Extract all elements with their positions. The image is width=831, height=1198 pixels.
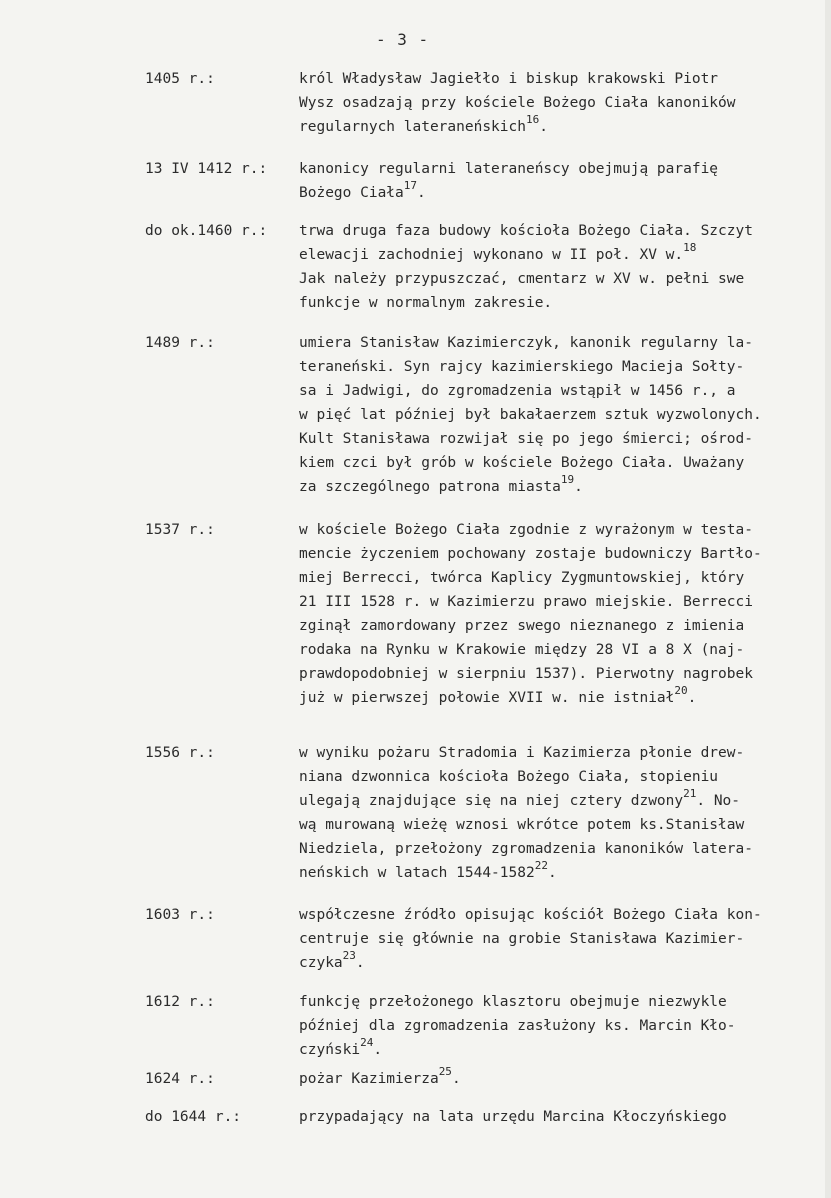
text-line <box>299 686 824 710</box>
text-line <box>299 1014 824 1038</box>
line-text: Wysz osadzają przy kościele Bożego Ciała kanoników <box>299 95 736 111</box>
text-line <box>299 903 824 927</box>
text-line <box>299 475 824 499</box>
entry-text <box>299 990 824 1062</box>
entry-date: 1612 r.: <box>145 994 215 1010</box>
line-text: król Władysław Jagiełło i biskup krakowski Piotr <box>299 71 719 87</box>
footnote-ref: 21 <box>683 787 697 800</box>
footnote-ref: 22 <box>534 859 548 872</box>
line-punctuation: . <box>539 119 548 135</box>
text-line <box>299 638 824 662</box>
text-line <box>299 181 824 205</box>
entry-date: 1405 r.: <box>145 71 215 87</box>
line-text: później dla zgromadzenia zasłużony ks. Marcin Kło- <box>299 1018 736 1034</box>
line-text: Bożego Ciała <box>299 185 404 201</box>
text-line <box>299 1067 824 1091</box>
entry-date: 1489 r.: <box>145 335 215 351</box>
page-number: - 3 - <box>376 30 430 49</box>
footnote-ref: 19 <box>560 473 575 486</box>
text-line <box>299 542 824 566</box>
text-line <box>299 267 824 291</box>
line-punctuation: . <box>574 479 583 495</box>
entry-text <box>299 518 824 710</box>
text-line <box>299 765 824 789</box>
text-line <box>299 331 824 355</box>
line-text: centruje się głównie na grobie Stanisława Kazimier- <box>299 931 745 947</box>
line-text: w kościele Bożego Ciała zgodnie z wyrażonym w testa- <box>299 522 753 538</box>
line-text: już w pierwszej połowie XVII w. nie istniał <box>299 690 675 706</box>
text-line <box>299 355 824 379</box>
line-text: Niedziela, przełożony zgromadzenia kanoników latera- <box>299 841 753 857</box>
line-text: miej Berrecci, twórca Kaplicy Zygmuntowskiej, który <box>299 570 745 586</box>
line-punctuation: . <box>373 1042 383 1058</box>
entry-text <box>299 1067 824 1091</box>
text-line <box>299 741 824 765</box>
line-text: Jak należy przypuszczać, cmentarz w XV w. pełni swe <box>299 271 745 287</box>
line-text: czyka <box>299 955 343 971</box>
line-text: niana dzwonnica kościoła Bożego Ciała, stopieniu <box>299 769 719 785</box>
line-text: przypadający na lata urzędu Marcina Kłoczyńskiego <box>299 1109 727 1125</box>
entry-text <box>299 903 824 975</box>
footnote-ref: 17 <box>403 179 418 192</box>
text-line <box>299 837 824 861</box>
line-punctuation: . No- <box>696 793 741 809</box>
entry-date: 13 IV 1412 r.: <box>145 161 268 177</box>
text-line <box>299 379 824 403</box>
line-text: sa i Jadwigi, do zgromadzenia wstąpił w 1456 r., a <box>299 383 736 399</box>
line-text: umiera Stanisław Kazimierczyk, kanonik regularny la- <box>299 335 753 351</box>
entry-date: 1603 r.: <box>145 907 215 923</box>
text-line <box>299 662 824 686</box>
line-punctuation: . <box>687 690 697 706</box>
line-punctuation: . <box>451 1071 461 1087</box>
text-line <box>299 590 824 614</box>
line-text: zginął zamordowany przez swego nieznanego z imienia <box>299 618 745 634</box>
entry-text <box>299 1105 824 1129</box>
entry-text <box>299 331 824 499</box>
text-line <box>299 951 824 975</box>
text-line <box>299 789 824 813</box>
text-line <box>299 219 824 243</box>
footnote-ref: 23 <box>342 949 356 962</box>
line-text: rodaka na Rynku w Krakowie między 28 VI a 8 X (naj- <box>299 642 745 658</box>
line-text: teraneński. Syn rajcy kazimierskiego Macieja Sołty- <box>299 359 745 375</box>
line-punctuation: . <box>355 955 365 971</box>
text-line <box>299 427 824 451</box>
text-line <box>299 566 824 590</box>
text-line <box>299 1105 824 1129</box>
text-line <box>299 927 824 951</box>
line-text: elewacji zachodniej wykonano w II poł. XV w. <box>299 247 684 263</box>
line-text: prawdopodobniej w sierpniu 1537). Pierwotny nagrobek <box>299 666 753 682</box>
line-text: w wyniku pożaru Stradomia i Kazimierza płonie drew- <box>299 745 745 761</box>
text-line <box>299 157 824 181</box>
entry-date: do 1644 r.: <box>145 1109 242 1125</box>
line-punctuation: . <box>547 865 557 881</box>
page-edge <box>825 0 831 1198</box>
line-text: pożar Kazimierza <box>299 1071 439 1087</box>
line-text: kiem czci był grób w kościele Bożego Ciała. Uważany <box>299 455 745 471</box>
line-text: funkcje w normalnym zakresie. <box>299 295 553 311</box>
text-line <box>299 91 824 115</box>
entry-date: 1624 r.: <box>145 1071 215 1087</box>
text-line <box>299 67 824 91</box>
text-line <box>299 451 824 475</box>
footnote-ref: 16 <box>525 113 540 126</box>
footnote-ref: 18 <box>683 241 697 254</box>
line-text: mencie życzeniem pochowany zostaje budowniczy Bartło- <box>299 546 762 562</box>
line-text: czyński <box>299 1042 361 1058</box>
text-line <box>299 291 824 315</box>
text-line <box>299 1038 824 1062</box>
entry-text <box>299 219 824 315</box>
text-line <box>299 990 824 1014</box>
line-text: wą murowaną wieżę wznosi wkrótce potem ks.Stanisław <box>299 817 745 833</box>
footnote-ref: 25 <box>438 1065 452 1078</box>
entry-text <box>299 741 824 885</box>
line-text: neńskich w latach 1544-1582 <box>299 865 535 881</box>
text-line <box>299 115 824 139</box>
entry-date: 1556 r.: <box>145 745 215 761</box>
line-text: współczesne źródło opisując kościół Bożego Ciała kon- <box>299 907 762 923</box>
entry-date: 1537 r.: <box>145 522 215 538</box>
line-text: w pięć lat później był bakałaerzem sztuk wyzwolonych. <box>299 407 762 423</box>
entry-date: do ok.1460 r.: <box>145 223 268 239</box>
text-line <box>299 403 824 427</box>
line-text: kanonicy regularni lateraneńscy obejmują parafię <box>299 161 719 177</box>
text-line <box>299 813 824 837</box>
line-text: ulegają znajdujące się na niej cztery dzwony <box>299 793 684 809</box>
line-text: za szczególnego patrona miasta <box>299 479 561 495</box>
text-line <box>299 518 824 542</box>
line-text: 21 III 1528 r. w Kazimierzu prawo miejskie. Berrecci <box>299 594 753 610</box>
entry-text <box>299 157 824 205</box>
text-line <box>299 243 824 267</box>
line-punctuation: . <box>417 185 426 201</box>
line-text: regularnych lateraneńskich <box>299 119 526 135</box>
text-line <box>299 861 824 885</box>
text-line <box>299 614 824 638</box>
line-text: Kult Stanisława rozwijał się po jego śmierci; ośrod- <box>299 431 753 447</box>
entry-text <box>299 67 824 139</box>
line-text: trwa druga faza budowy kościoła Bożego Ciała. Szczyt <box>299 223 753 239</box>
line-text: funkcję przełożonego klasztoru obejmuje niezwykle <box>299 994 727 1010</box>
footnote-ref: 24 <box>360 1036 374 1049</box>
footnote-ref: 20 <box>674 684 688 697</box>
